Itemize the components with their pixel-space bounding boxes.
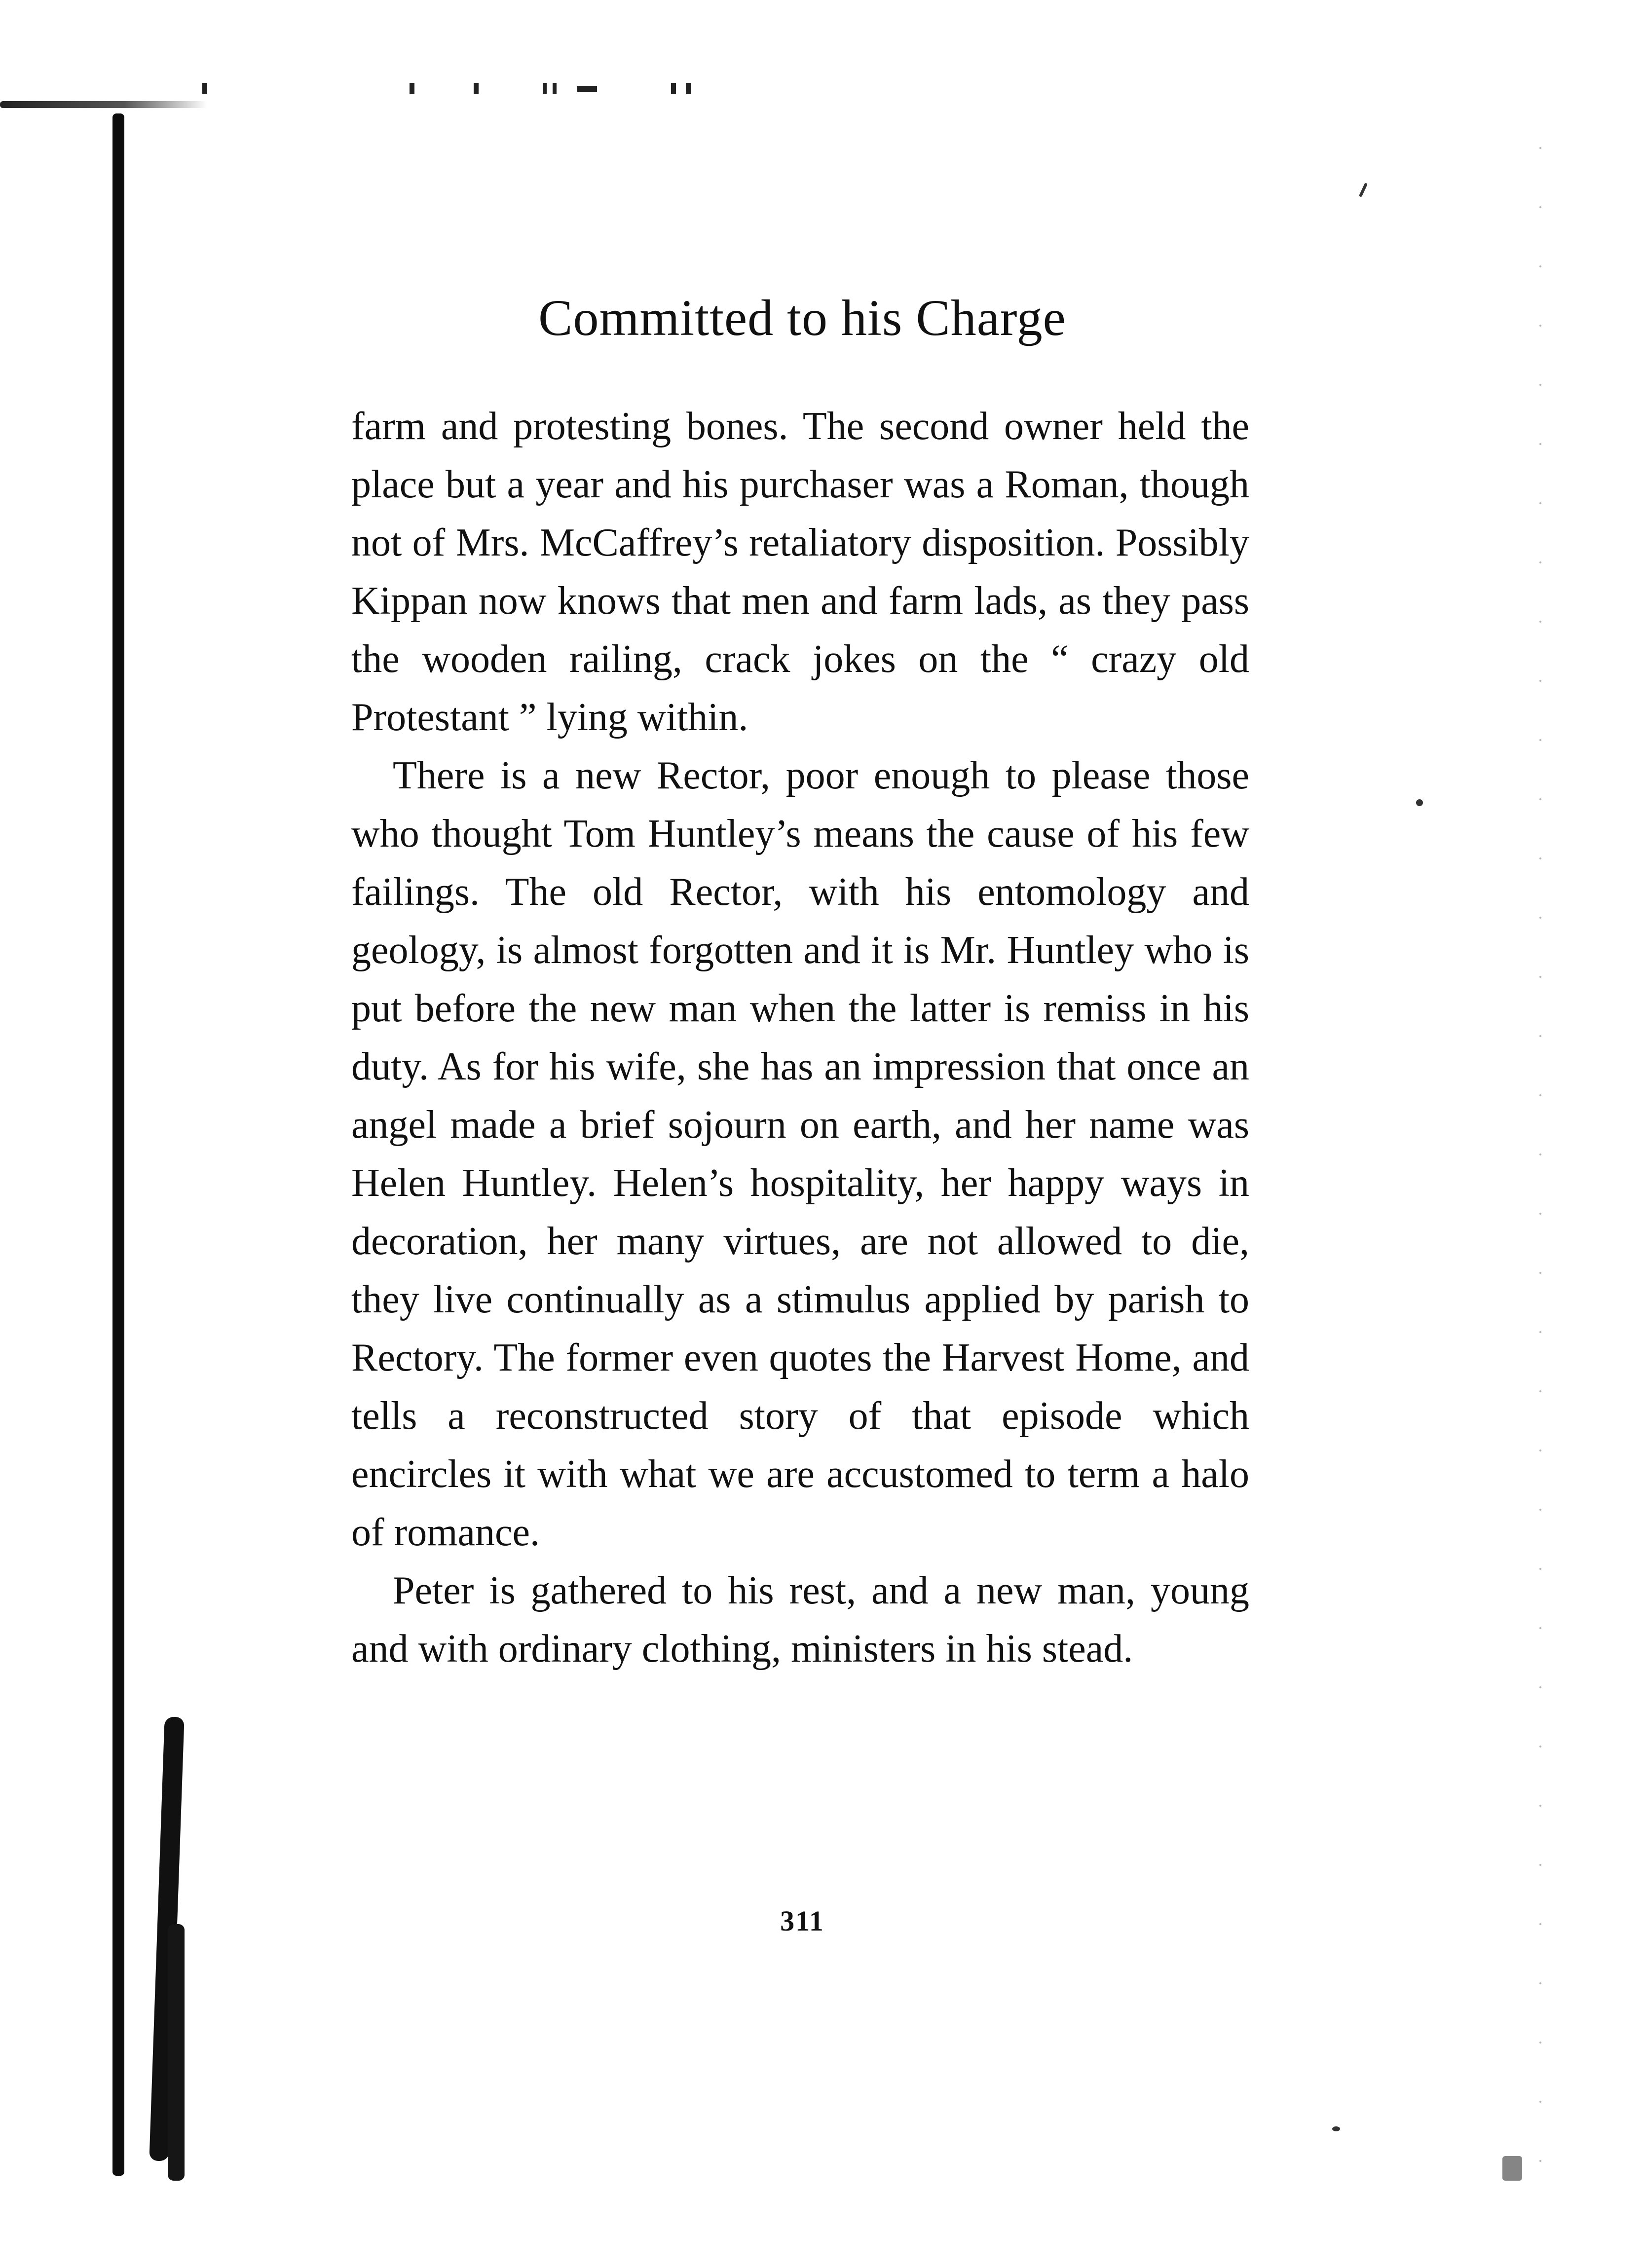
- paragraph-1: farm and protesting bones. The second owner held the place but a year and his purchaser was a Roman, though not of Mrs. McCaffrey’s retaliatory disposition. Possibly Kippan now knows that men and farm lads, as they pass the wooden railing, crack jokes on the “ crazy old Protestant ” lying within.: [351, 405, 1249, 739]
- scan-smudge-top: [0, 101, 207, 108]
- scan-noise-right: [1531, 118, 1550, 2191]
- page-number: 311: [780, 1905, 824, 1937]
- paragraph-3: Peter is gathered to his rest, and a new man, young and with ordinary clothing, ministers in his stead.: [351, 1569, 1249, 1671]
- binding-shadow: [112, 113, 124, 2176]
- scan-speck: [1359, 183, 1368, 197]
- binding-shadow-bottom: [168, 1924, 185, 2181]
- body-text: [351, 397, 1249, 1678]
- running-head: Committed to his Charge: [538, 290, 1066, 346]
- scan-speck: [1502, 2156, 1522, 2181]
- paragraph-2: There is a new Rector, poor enough to please those who thought Tom Huntley’s means the cause of his few failings. The old Rector, with his entomology and geology, is almost forgotten and it is Mr. Huntley who is put before the new man when the latter is remiss in his duty. As for his wife, she has an impression that once an angel made a brief sojourn on earth, and her name was Helen Huntley. Helen’s hospitality, her happy ways in decoration, her many virtues, are not allowed to die, they live continually as a stimulus applied by parish to Rectory. The former even quotes the Harvest Home, and tells a reconstructed story of that episode which encircles it with what we are accustomed to term a halo of romance.: [351, 754, 1249, 1554]
- scan-marks-top: [187, 83, 730, 98]
- scan-speck: [1332, 2126, 1340, 2131]
- scan-speck: [1416, 799, 1423, 806]
